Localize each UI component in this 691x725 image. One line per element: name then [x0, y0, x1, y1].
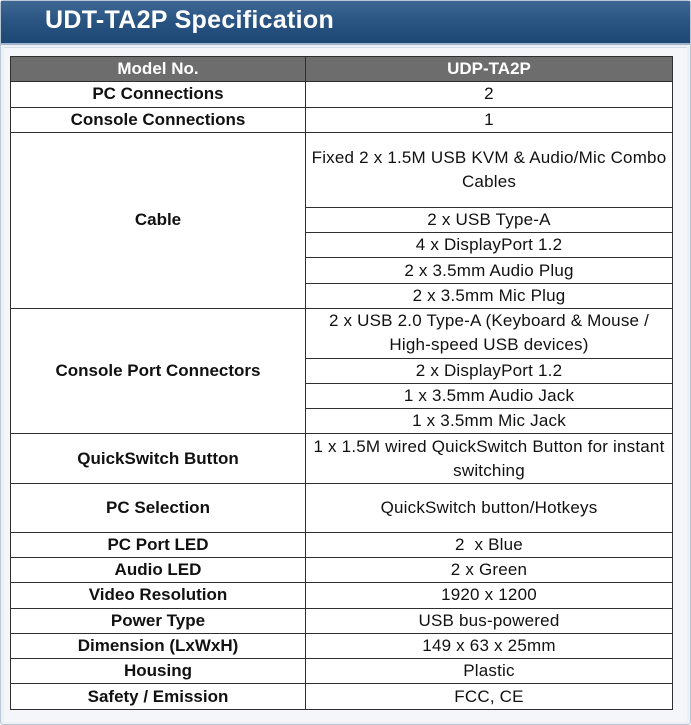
spec-value: 1920 x 1200: [306, 583, 673, 608]
spec-label: Console Connections: [11, 107, 306, 132]
table-row: [11, 308, 673, 358]
spec-value: FCC, CE: [306, 684, 673, 710]
table-row: [11, 583, 673, 608]
spec-value: 2 x 3.5mm Audio Plug: [306, 258, 673, 283]
table-header-row: [11, 57, 673, 82]
spec-label: Audio LED: [11, 557, 306, 582]
spec-value: 1 x 3.5mm Mic Jack: [306, 409, 673, 434]
title-bar: [1, 1, 690, 45]
spec-value: 149 x 63 x 25mm: [306, 633, 673, 658]
page-title: UDT-TA2P Specification: [45, 6, 335, 34]
spec-table: [10, 56, 673, 710]
spec-label: QuickSwitch Button: [11, 434, 306, 484]
table-row: [11, 633, 673, 658]
table-row: [11, 557, 673, 582]
spec-value: 1: [306, 107, 673, 132]
table-row: [11, 684, 673, 710]
spec-value: 1 x 3.5mm Audio Jack: [306, 383, 673, 408]
spec-value: 2 x USB 2.0 Type-A (Keyboard & Mouse / High-speed USB devices): [306, 308, 673, 358]
table-row: [11, 608, 673, 633]
spec-label: PC Port LED: [11, 532, 306, 557]
spec-label: PC Connections: [11, 82, 306, 107]
table-row: [11, 107, 673, 132]
spec-value: Plastic: [306, 659, 673, 684]
spec-value: Fixed 2 x 1.5M USB KVM & Audio/Mic Combo Cables: [306, 132, 673, 207]
spec-value: 4 x DisplayPort 1.2: [306, 233, 673, 258]
spec-label: Housing: [11, 659, 306, 684]
column-header-model-value: UDP-TA2P: [306, 57, 673, 82]
spec-value: QuickSwitch button/Hotkeys: [306, 484, 673, 533]
spec-value: 2 x USB Type-A: [306, 207, 673, 232]
spec-label: PC Selection: [11, 484, 306, 533]
spec-value: 1 x 1.5M wired QuickSwitch Button for instant switching: [306, 434, 673, 484]
spec-label: Dimension (LxWxH): [11, 633, 306, 658]
table-row: [11, 434, 673, 484]
spec-label: Cable: [11, 132, 306, 308]
spec-value: 2 x Blue: [306, 532, 673, 557]
spec-value: 2 x 3.5mm Mic Plug: [306, 283, 673, 308]
table-row: [11, 532, 673, 557]
spec-value: 2: [306, 82, 673, 107]
spec-value: 2 x Green: [306, 557, 673, 582]
table-row: [11, 484, 673, 533]
table-row: [11, 82, 673, 107]
table-row: [11, 132, 673, 207]
table-row: [11, 659, 673, 684]
spec-label: Video Resolution: [11, 583, 306, 608]
spec-value: 2 x DisplayPort 1.2: [306, 358, 673, 383]
spec-value: USB bus-powered: [306, 608, 673, 633]
spec-label: Safety / Emission: [11, 684, 306, 710]
spec-label: Power Type: [11, 608, 306, 633]
spec-label: Console Port Connectors: [11, 308, 306, 433]
column-header-model: Model No.: [11, 57, 306, 82]
